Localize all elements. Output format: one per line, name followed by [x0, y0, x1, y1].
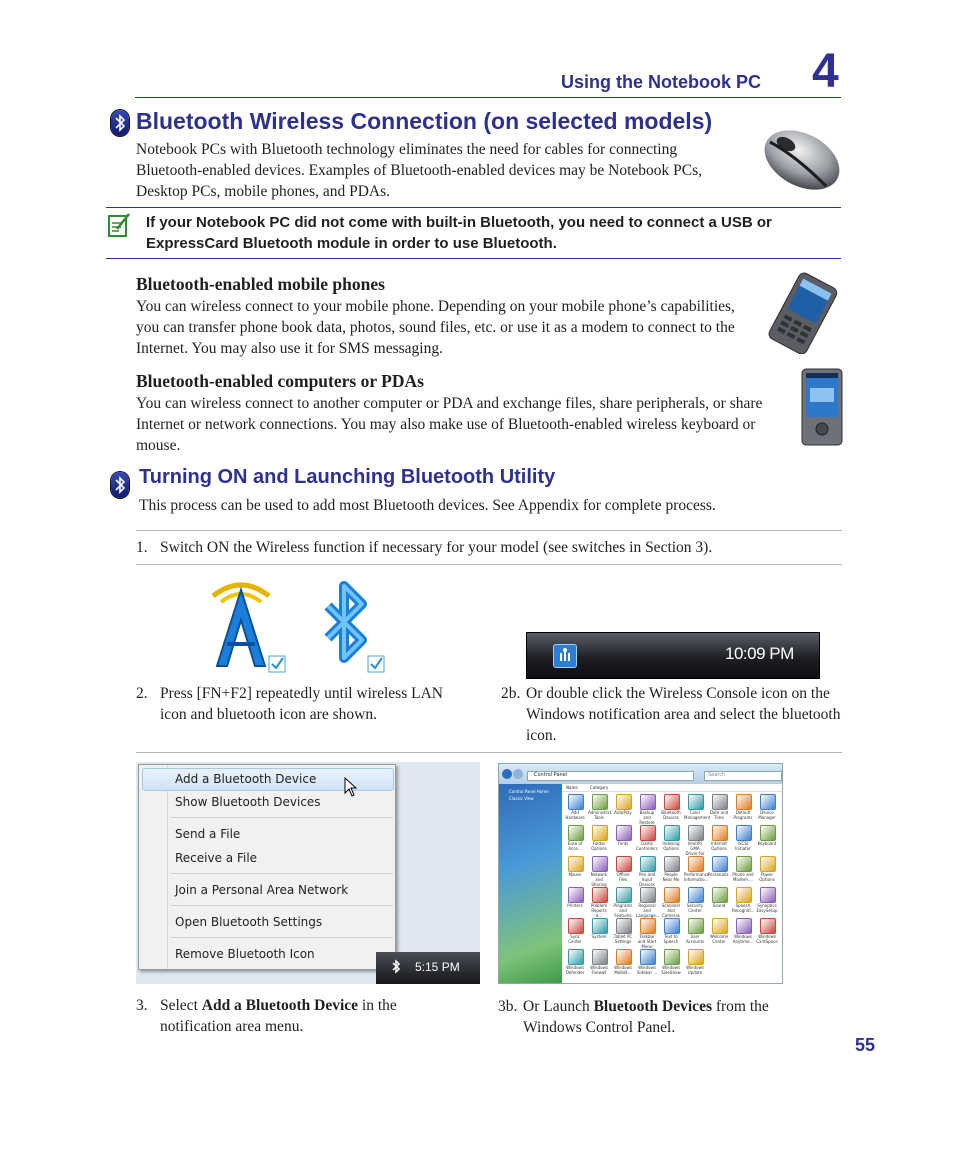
control-panel-item-icon[interactable] [640, 856, 656, 872]
control-panel-item-icon[interactable] [760, 825, 776, 841]
bluetooth-context-menu-screenshot [136, 762, 480, 984]
control-panel-item-label: Synaptics EasySetup [756, 903, 778, 913]
step3-number: 3. [136, 997, 148, 1014]
clock-time: 5:15 PM [415, 960, 460, 974]
control-panel-item-icon[interactable] [736, 794, 752, 810]
section-title-bluetooth: Bluetooth Wireless Connection (on selected models) [136, 108, 713, 134]
control-panel-item-label: Windows Mobilit... [614, 965, 632, 975]
bluetooth-tray-icon[interactable] [390, 958, 402, 976]
step3b-number: 3b. [498, 998, 518, 1015]
bluetooth-icon [111, 110, 129, 136]
column-header [563, 784, 782, 792]
control-panel-item-label: People Near Me [662, 872, 680, 882]
control-panel-item-label: Ease of Acce... [567, 841, 583, 851]
breadcrumb-label: Control Panel [534, 772, 568, 778]
control-panel-item-icon[interactable] [640, 825, 656, 841]
control-panel-item-label: Color Management [684, 810, 711, 820]
chapter-title: Using the Notebook PC [561, 72, 762, 92]
search-placeholder: Search [708, 772, 726, 778]
control-panel-item-icon[interactable] [568, 918, 584, 934]
taskbar-notification-area [526, 632, 820, 679]
control-panel-item-label: Pen and Input Devices [638, 872, 656, 887]
side-item-classic[interactable]: Classic View [509, 796, 534, 801]
back-button[interactable] [502, 769, 512, 779]
side-item-home[interactable]: Control Panel Home [509, 789, 549, 794]
page-number: 55 [855, 1035, 876, 1055]
step3-bold: Add a Bluetooth Device [201, 997, 359, 1014]
control-panel-item-label: Mouse [568, 872, 582, 877]
control-panel-item-icon[interactable] [688, 794, 704, 810]
pda-image [800, 368, 844, 446]
control-panel-item-label: Sync Center [568, 934, 582, 944]
control-panel-item-icon[interactable] [616, 856, 632, 872]
control-panel-item-icon[interactable] [736, 918, 752, 934]
control-panel-item-icon[interactable] [712, 856, 728, 872]
control-panel-item-label: Folder Options [591, 841, 607, 851]
mouse-cursor-icon [344, 777, 358, 797]
phones-text: You can wireless connect to your mobile phone. Depending on your mobile phone’s capabilities, you can transfer phone book data, photos, sound files, etc. or use it as a modem to connect to the Internet. You may also use it for SMS messaging. [136, 298, 735, 357]
menu-separator [171, 937, 393, 938]
control-panel-item-icon[interactable] [616, 825, 632, 841]
step3b-pre: Or Launch [523, 998, 594, 1015]
note-bottom-rule [106, 258, 841, 259]
control-panel-item-icon[interactable] [664, 794, 680, 810]
control-panel-item-label: Tablet PC Settings [613, 934, 633, 944]
control-panel-item-icon[interactable] [664, 918, 680, 934]
step2b-text: Or double click the Wireless Console icon on the Windows notification area and select the bluetooth icon. [526, 685, 841, 744]
menu-item-show-devices[interactable]: Show Bluetooth Devices [175, 795, 321, 809]
column-category[interactable]: Category [590, 785, 609, 790]
control-panel-item-icon[interactable] [664, 825, 680, 841]
control-panel-item-label: Text to Speech [663, 934, 679, 944]
control-panel-screenshot [498, 763, 783, 984]
control-panel-item-icon[interactable] [568, 887, 584, 903]
chapter-number: 4 [812, 45, 839, 98]
section-intro: Notebook PCs with Bluetooth technology eliminates the need for cables for connecting Bluetooth-enabled devices. Examples of Bluetooth-enabled devices may be Notebook PCs, Desktop PCs, mobile phones, and PDAs. [136, 141, 703, 200]
control-panel-item-icon[interactable] [568, 856, 584, 872]
note-top-rule [106, 207, 841, 208]
control-panel-item-icon[interactable] [712, 794, 728, 810]
step2-number: 2. [136, 685, 148, 702]
control-panel-icon-grid [563, 792, 782, 983]
step2b-number: 2b. [501, 685, 521, 702]
control-panel-item-label: Speech Recogniti... [732, 903, 755, 913]
step3-post: in the notification area menu. [160, 997, 397, 1035]
control-panel-item-label: Windows SideShow [661, 965, 681, 975]
control-panel-item-icon[interactable] [640, 918, 656, 934]
menu-gutter [167, 765, 168, 969]
control-panel-item-icon[interactable] [592, 794, 608, 810]
pdas-text: You can wireless connect to another computer or PDA and exchange files, share peripherals, or share Internet or network connections. You may also make use of Bluetooth-enabled wireless keyboard or mouse. [136, 395, 763, 454]
control-panel-item-icon[interactable] [760, 794, 776, 810]
note-text: If your Notebook PC did not come with built-in Bluetooth, you need to connect a USB or ExpressCard Bluetooth module in order to use Bluetooth. [146, 214, 772, 252]
control-panel-item-icon[interactable] [592, 887, 608, 903]
step1-bottom-rule [136, 564, 842, 565]
menu-item-join-pan[interactable]: Join a Personal Area Network [175, 883, 349, 897]
control-panel-item-label: Power Options [759, 872, 775, 882]
forward-button[interactable] [513, 769, 523, 779]
control-panel-item-icon[interactable] [688, 918, 704, 934]
side-panel [499, 784, 562, 983]
control-panel-item-icon[interactable] [664, 856, 680, 872]
control-panel-item-label: Windows Firewall [590, 965, 608, 975]
control-panel-item-label: Windows Defender [565, 965, 585, 975]
menu-item-add-device[interactable]: Add a Bluetooth Device [175, 772, 317, 786]
menu-item-receive-file[interactable]: Receive a File [175, 851, 258, 865]
control-panel-item-icon[interactable] [736, 856, 752, 872]
header-rule [135, 97, 841, 98]
control-panel-item-label: Date and Time [709, 810, 729, 820]
control-panel-item-icon[interactable] [712, 825, 728, 841]
bluetooth-icon [111, 472, 129, 498]
control-panel-item-label: Taskbar and Start Menu [637, 934, 657, 949]
control-panel-item-icon[interactable] [568, 794, 584, 810]
address-bar [499, 764, 782, 784]
menu-separator [171, 817, 393, 818]
control-panel-item-label: Scanners and Cameras [661, 903, 681, 918]
control-panel-item-label: Device Manager [758, 810, 776, 820]
menu-item-remove-icon[interactable]: Remove Bluetooth Icon [175, 947, 315, 961]
step3b-bold: Bluetooth Devices [593, 998, 712, 1015]
taskbar [376, 952, 480, 984]
control-panel-item-label: Administrat... Tools [588, 810, 615, 820]
control-panel-item-icon[interactable] [568, 825, 584, 841]
step1-top-rule [136, 530, 842, 531]
menu-item-send-file[interactable]: Send a File [175, 827, 241, 841]
step1-number: 1. [136, 539, 148, 556]
step3-text [160, 995, 460, 1037]
control-panel-item-label: Welcome Center [709, 934, 729, 944]
control-panel-item-label: Windows Anytime... [732, 934, 754, 944]
control-panel-item-label: Programs and Features [613, 903, 633, 918]
control-panel-item-icon[interactable] [592, 949, 608, 965]
control-panel-item-icon[interactable] [664, 949, 680, 965]
control-panel-item-icon[interactable] [592, 918, 608, 934]
control-panel-item-label: Personaliz... [708, 872, 733, 877]
control-panel-item-icon[interactable] [664, 887, 680, 903]
menu-separator [171, 873, 393, 874]
bluetooth-osd-icon [306, 580, 390, 674]
control-panel-item-label: Fonts [617, 841, 629, 846]
control-panel-item-label: Network and Sharing [590, 872, 608, 887]
wireless-console-icon[interactable] [553, 644, 577, 668]
control-panel-item-icon[interactable] [736, 825, 752, 841]
control-panel-item-label: System [591, 934, 607, 939]
control-panel-item-icon[interactable] [640, 794, 656, 810]
menu-separator [171, 905, 393, 906]
phones-heading: Bluetooth-enabled mobile phones [136, 274, 385, 294]
control-panel-item-label: Security Center [686, 903, 704, 913]
step3b-post: from the Windows Control Panel. [523, 998, 769, 1036]
menu-item-open-settings[interactable]: Open Bluetooth Settings [175, 915, 323, 929]
control-panel-item-icon[interactable] [616, 794, 632, 810]
control-panel-item-icon[interactable] [760, 887, 776, 903]
control-panel-item-label: Sound [712, 903, 726, 908]
clock-time: 10:09 PM [725, 644, 794, 663]
section-title-launching: Turning ON and Launching Bluetooth Utility [139, 466, 556, 488]
step1-text: Switch ON the Wireless function if necessary for your model (see switches in Section 3). [160, 539, 713, 556]
control-panel-item-label: Game Controllers [636, 841, 658, 851]
control-panel-item-icon[interactable] [736, 887, 752, 903]
control-panel-item-icon[interactable] [688, 887, 704, 903]
context-menu [138, 764, 396, 970]
mobile-phone-image [760, 272, 844, 354]
step3b-text [523, 996, 823, 1038]
control-panel-item-icon[interactable] [688, 825, 704, 841]
control-panel-item-icon[interactable] [712, 887, 728, 903]
control-panel-item-label: Printers [567, 903, 583, 908]
control-panel-item-label: Internet Options [711, 841, 727, 851]
wireless-lan-osd-icon [203, 578, 289, 674]
control-panel-item-label: Add Hardware [565, 810, 585, 820]
pdas-heading: Bluetooth-enabled computers or PDAs [136, 371, 424, 391]
control-panel-item-label: Windows CardSpace [756, 934, 778, 944]
control-panel-item-icon[interactable] [640, 949, 656, 965]
control-panel-item-label: Indexing Options [662, 841, 680, 851]
control-panel-item-icon[interactable] [640, 887, 656, 903]
control-panel-item-label: Keyboard [757, 841, 777, 846]
step2-text: Press [FN+F2] repeatedly until wireless LAN icon and bluetooth icon are shown. [160, 685, 443, 723]
control-panel-item-label: Problem Reports a... [590, 903, 608, 918]
control-panel-item-icon[interactable] [760, 856, 776, 872]
control-panel-item-label: Backup and Restore [639, 810, 655, 825]
step2-bottom-rule [136, 752, 842, 753]
control-panel-item-label: Windows Sidebar ... [636, 965, 658, 975]
control-panel-item-icon[interactable] [616, 887, 632, 903]
control-panel-item-icon[interactable] [616, 918, 632, 934]
control-panel-item-icon[interactable] [760, 918, 776, 934]
control-panel-item-label: Windows Update [686, 965, 704, 975]
control-panel-item-icon[interactable] [688, 856, 704, 872]
control-panel-item-icon[interactable] [688, 949, 704, 965]
control-panel-item-label: Offline Files [616, 872, 630, 882]
control-panel-item-icon[interactable] [592, 856, 608, 872]
control-panel-item-icon[interactable] [616, 949, 632, 965]
control-panel-item-icon[interactable] [712, 918, 728, 934]
breadcrumb[interactable] [527, 771, 694, 781]
control-panel-item-label: iSCSI Initiator [735, 841, 751, 851]
control-panel-item-label: Phone and Modem ... [732, 872, 754, 882]
control-panel-item-label: Default Programs [733, 810, 753, 820]
search-input[interactable] [704, 771, 782, 781]
step3-pre: Select [160, 997, 202, 1014]
note-icon [107, 211, 131, 239]
control-panel-item-label: AutoPlay [614, 810, 632, 815]
column-name[interactable]: Name [566, 785, 578, 790]
control-panel-item-label: Bluetooth Devices [661, 810, 681, 820]
control-panel-item-label: Regional and Language... [636, 903, 660, 918]
control-panel-item-label: Intel(R) GMA Driver for [685, 841, 705, 856]
section2-intro: This process can be used to add most Bluetooth devices. See Appendix for complete process. [139, 497, 716, 514]
control-panel-item-label: User Accounts [685, 934, 705, 944]
control-panel-item-icon[interactable] [568, 949, 584, 965]
mouse-image [756, 122, 844, 194]
control-panel-item-icon[interactable] [592, 825, 608, 841]
control-panel-item-label: Performance Informatio... [684, 872, 710, 882]
